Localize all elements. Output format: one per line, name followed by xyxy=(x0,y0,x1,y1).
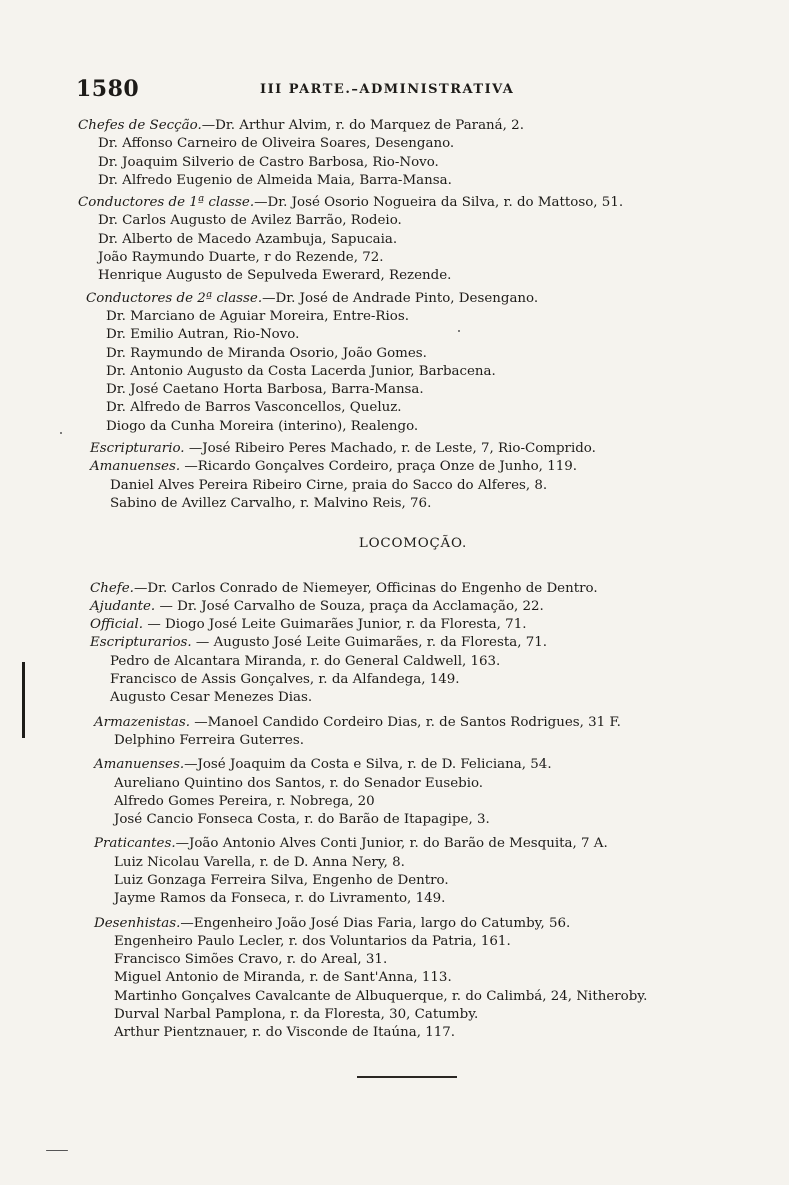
entry-line: Luiz Gonzaga Ferreira Silva, Engenho de Dentro. xyxy=(114,872,449,888)
entry-block-armazenistas xyxy=(78,714,698,751)
entry-block-praticantes xyxy=(78,835,698,908)
entry-line: Dr. Carlos Augusto de Avilez Barrão, Rodeio. xyxy=(98,213,402,229)
entry-first-line: — Diogo José Leite Guimarães Junior, r. da Floresta, 71. xyxy=(143,617,527,633)
entry-first-line: —José Joaquim da Costa e Silva, r. de D. Feliciana, 54. xyxy=(184,757,552,773)
ink-speck xyxy=(46,1150,68,1151)
closing-rule xyxy=(357,1076,457,1078)
entry-first-line: — Dr. José Carvalho de Souza, praça da Acclamação, 22. xyxy=(155,598,544,614)
role-label: Ajudante. xyxy=(90,598,156,614)
entry-line: Dr. Raymundo de Miranda Osorio, João Gomes. xyxy=(106,345,427,361)
entry-heading-line xyxy=(86,290,698,308)
entry-block-escripturarios xyxy=(78,634,698,707)
ink-speck xyxy=(458,330,460,332)
entry-line: João Raymundo Duarte, r do Rezende, 72. xyxy=(98,250,384,266)
entry-first-line: — Augusto José Leite Guimarães, r. da Floresta, 71. xyxy=(191,635,548,651)
entry-line: Alfredo Gomes Pereira, r. Nobrega, 20 xyxy=(114,793,375,809)
entry-line: Diogo da Cunha Moreira (interino), Realengo. xyxy=(106,418,419,434)
entry-block-conductores-1a xyxy=(78,194,698,285)
entry-first-line: —Dr. Arthur Alvim, r. do Marquez de Paraná, 2. xyxy=(201,118,524,133)
entry-line: Henrique Augusto de Sepulveda Ewerard, Rezende. xyxy=(98,268,452,284)
entry-line: José Cancio Fonseca Costa, r. do Barão de Itapagipe, 3. xyxy=(114,812,490,828)
role-label: Escripturarios. xyxy=(90,635,192,651)
entry-line: Arthur Pientznauer, r. do Visconde de Itaúna, 117. xyxy=(114,1025,456,1041)
entry-line: Engenheiro Paulo Lecler, r. dos Voluntarios da Patria, 161. xyxy=(114,933,511,949)
entry-line: Dr. Alberto de Macedo Azambuja, Sapucaia. xyxy=(98,231,398,247)
entry-heading-line xyxy=(90,458,698,476)
entry-line: Pedro de Alcantara Miranda, r. do General Caldwell, 163. xyxy=(110,653,501,669)
role-label: Amanuenses. xyxy=(94,757,185,773)
entry-first-line: —Engenheiro João José Dias Faria, largo do Catumby, 56. xyxy=(180,915,571,931)
entry-line: Dr. Alfredo de Barros Vasconcellos, Queluz. xyxy=(106,400,402,416)
entry-first-line: —João Antonio Alves Conti Junior, r. do Barão de Mesquita, 7 A. xyxy=(175,836,608,852)
entry-line: Dr. Alfredo Eugenio de Almeida Maia, Barra-Mansa. xyxy=(98,172,452,188)
entry-line: Dr. Antonio Augusto da Costa Lacerda Junior, Barbacena. xyxy=(106,363,496,379)
entry-line: Delphino Ferreira Guterres. xyxy=(114,732,304,748)
entry-heading-line xyxy=(90,634,698,652)
page-number: 1580 xyxy=(76,76,140,102)
entry-block-amanuenses xyxy=(78,458,698,513)
entry-first-line: —Manoel Candido Cordeiro Dias, r. de Santos Rodrigues, 31 F. xyxy=(190,714,621,730)
entry-line: Dr. Emilio Autran, Rio-Novo. xyxy=(106,327,300,343)
entry-first-line: —Dr. José de Andrade Pinto, Desengano. xyxy=(262,290,539,306)
role-label: Escripturario. xyxy=(90,441,185,457)
entry-heading-line xyxy=(94,714,698,732)
entry-line: Francisco Simões Cravo, r. do Areal, 31. xyxy=(114,952,388,968)
entry-first-line: —Dr. José Osorio Nogueira da Silva, r. do Mattoso, 51. xyxy=(254,195,624,211)
entry-line: Dr. José Caetano Horta Barbosa, Barra-Mansa. xyxy=(106,382,424,398)
entry-line: Dr. Marciano de Aguiar Moreira, Entre-Rios. xyxy=(106,308,409,324)
entry-block-ajudante xyxy=(78,598,698,616)
role-label: Amanuenses. xyxy=(90,459,181,475)
entry-line: Miguel Antonio de Miranda, r. de Sant'Anna, 113. xyxy=(114,970,452,986)
entry-line: Dr. Joaquim Silverio de Castro Barbosa, Rio-Novo. xyxy=(98,154,439,170)
entry-block-chefe xyxy=(78,580,698,598)
role-label: Desenhistas. xyxy=(94,915,181,931)
role-label: Chefes de Secção. xyxy=(78,118,202,133)
entry-line: Daniel Alves Pereira Ribeiro Cirne, praia do Sacco do Alferes, 8. xyxy=(110,477,548,493)
role-label: Armazenistas. xyxy=(94,714,191,730)
entry-block-official xyxy=(78,616,698,634)
margin-ink-mark xyxy=(22,662,25,738)
entry-heading-line xyxy=(78,194,698,212)
entry-heading-line xyxy=(78,117,698,135)
entry-block-amanuenses-locomocao xyxy=(78,756,698,829)
role-label: Conductores de 1ª classe. xyxy=(78,195,255,211)
entry-block-chefes-de-seccao xyxy=(78,117,698,190)
entry-block-escripturario xyxy=(78,440,698,458)
entry-line: Dr. Affonso Carneiro de Oliveira Soares, Desengano. xyxy=(98,136,455,152)
role-label: Chefe. xyxy=(90,580,134,596)
page-content xyxy=(78,117,698,1047)
section-title-locomocao: LOCOMOÇÃO. xyxy=(358,536,468,552)
entry-first-line: —José Ribeiro Peres Machado, r. de Leste, 7, Rio-Comprido. xyxy=(184,441,596,457)
ink-speck xyxy=(60,432,62,434)
running-title: III PARTE.–ADMINISTRATIVA xyxy=(260,82,515,97)
entry-heading-line xyxy=(94,915,698,933)
role-label: Conductores de 2ª classe. xyxy=(86,290,263,306)
entry-block-desenhistas xyxy=(78,915,698,1043)
entry-line: Jayme Ramos da Fonseca, r. do Livramento, 149. xyxy=(114,891,446,907)
entry-first-line: —Ricardo Gonçalves Cordeiro, praça Onze de Junho, 119. xyxy=(180,459,578,475)
entry-line: Martinho Gonçalves Cavalcante de Albuquerque, r. do Calimbá, 24, Nitheroby. xyxy=(114,988,648,1004)
entry-heading-line xyxy=(94,835,698,853)
entry-line: Aureliano Quintino dos Santos, r. do Senador Eusebio. xyxy=(114,775,484,791)
entry-line: Francisco de Assis Gonçalves, r. da Alfandega, 149. xyxy=(110,672,460,688)
page-header xyxy=(76,76,716,106)
entry-first-line: —Dr. Carlos Conrado de Niemeyer, Officinas do Engenho de Dentro. xyxy=(133,580,598,596)
entry-line: Sabino de Avillez Carvalho, r. Malvino Reis, 76. xyxy=(110,495,432,511)
role-label: Praticantes. xyxy=(94,836,176,852)
entry-line: Durval Narbal Pamplona, r. da Floresta, 30, Catumby. xyxy=(114,1007,479,1023)
entry-line: Luiz Nicolau Varella, r. de D. Anna Nery, 8. xyxy=(114,854,405,870)
entry-heading-line xyxy=(94,756,698,774)
role-label: Official. xyxy=(90,617,144,633)
entry-line: Augusto Cesar Menezes Dias. xyxy=(110,690,313,706)
entry-block-conductores-2a xyxy=(78,290,698,436)
